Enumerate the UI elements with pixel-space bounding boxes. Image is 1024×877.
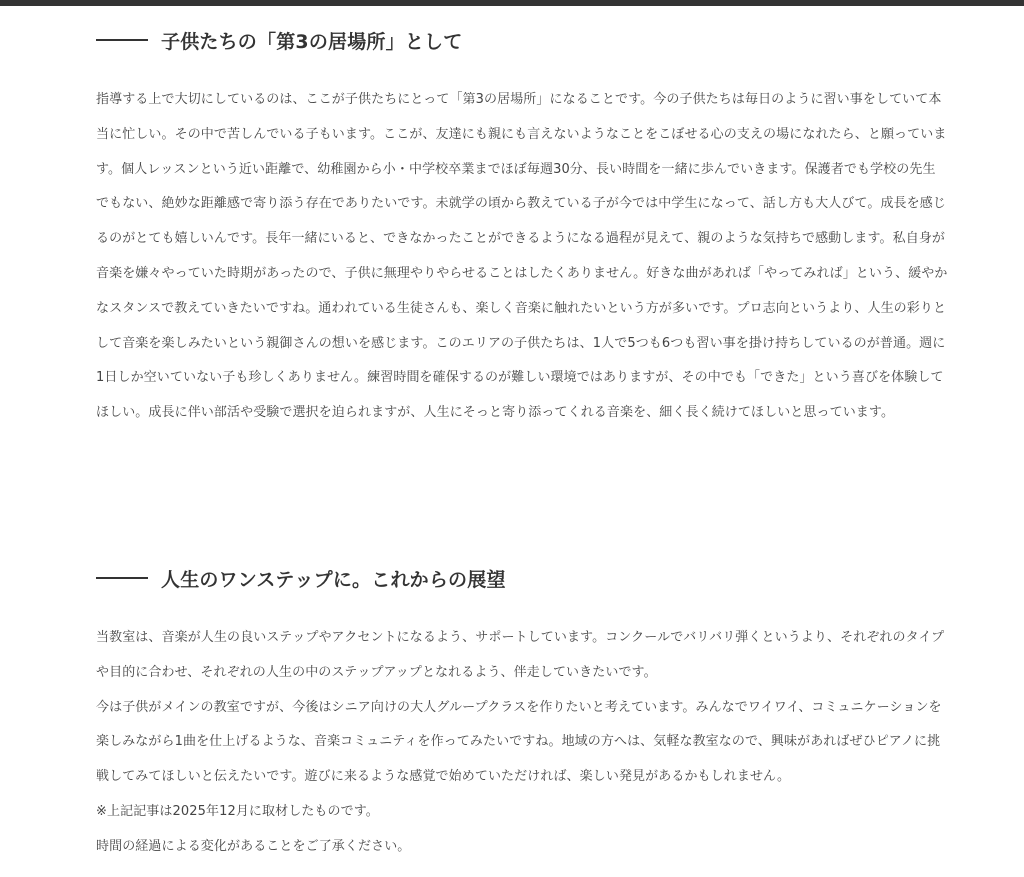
section-paragraph: 当教室は、音楽が人生の良いステップやアクセントになるよう、サポートしています。コンクールでバリバリ弾くというより、それぞれのタイプや目的に合わせ、それぞれの人生の中のステップアップとなれるよう、伴走していきたいです。 [96, 630, 945, 680]
section-heading [96, 24, 948, 56]
change-disclaimer-note: 時間の経過による変化があることをご了承ください。 [96, 838, 411, 854]
section-heading-text: 人生のワンステップに。これからの展望 [161, 568, 506, 591]
section-paragraph: 指導する上で大切にしているのは、ここが子供たちにとって「第3の居場所」になることです。今の子供たちは毎日のように習い事をしていて本当に忙しい。その中で苦しんでいる子もいます。ここが、友達にも親にも言えないようなことをこぼせる心の支えの場になれたら、と願っています。個人レッスンという近い距離で、幼稚園から小・中学校卒業までほぼ毎週30分、長い時間を一緒に歩んでいきます。保護者でも学校の先生でもない、絶妙な距離感で寄り添う存在でありたいです。未就学の頃から教えている子が今では中学生になって、話し方も大人びて。成長を感じるのがとても嬉しいんです。長年一緒にいると、できなかったことができるようになる過程が見えて、親のような気持ちで感動します。私自身が音楽を嫌々やっていた時期があったので、子供に無理やりやらせることはしたくありません。好きな曲があれば「やってみれば」という、緩やかなスタンスで教えていきたいですね。通われている生徒さんも、楽しく音楽に触れたいという方が多いです。プロ志向というより、人生の彩りとして音楽を楽しみたいという親御さんの想いを感じます。このエリアの子供たちは、1人で5つも6つも習い事を掛け持ちしているのが普通。週に1日しか空いていない子も珍しくありません。練習時間を確保するのが難しい環境ではありますが、その中でも「できた」という喜びを体験してほしい。成長に伴い部活や受験で選択を迫られますが、人生にそっと寄り添ってくれる音楽を、細く長く続けてほしいと思っています。 [96, 92, 948, 421]
section-heading-text: 子供たちの「第3の居場所」として [161, 30, 463, 53]
section-paragraph: 今は子供がメインの教室ですが、今後はシニア向けの大人グループクラスを作りたいと考えています。みんなでワイワイ、コミュニケーションを楽しみながら1曲を仕上げるような、音楽コミュニティを作ってみたいですね。地域の方へは、気軽な教室なので、興味があればぜひピアノに挑戦してみてほしいと伝えたいです。遊びに来るような感覚で始めていただければ、楽しい発見があるかもしれません。 [96, 699, 942, 785]
interview-date-note: ※上記記事は2025年12月に取材したものです。 [96, 803, 379, 819]
section-heading [96, 562, 948, 594]
heading-rule [96, 39, 148, 41]
section-future-outlook [96, 562, 948, 865]
section-third-place [96, 24, 948, 431]
heading-rule [96, 577, 148, 579]
top-border-bar [0, 0, 1024, 6]
